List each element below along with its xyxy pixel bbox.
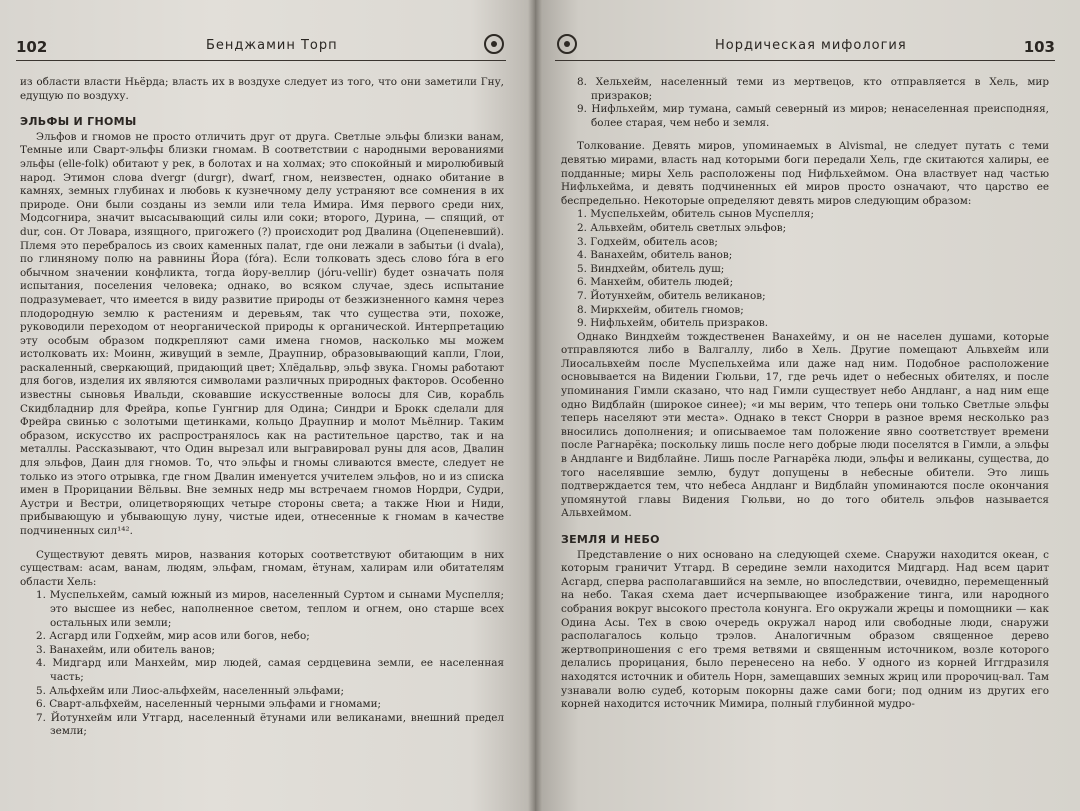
intro-paragraph: из области власти Ньёрда; власть их в воздухе следует из того, что они заметили Гну, едущую по воздуху. (20, 76, 504, 102)
left-page (0, 0, 535, 811)
ornament-emblem-icon (557, 34, 577, 54)
interpretation-paragraph: Толкование. Девять миров, упоминаемых в Alvismal, не следует путать с теми девятью мирами, власть над которыми боги передали Хель, где скитаются халиры, ее подданные; миры Хель расположены под Нифльхеймом. Она властвует над частью Нифльхейма, и девять подчиненных ей миров просто означают, что царство ее беспредельно. Некоторые определяют девять миров следующим образом: (561, 140, 1049, 207)
section-heading-earth-sky: ЗЕМЛЯ И НЕБО (561, 533, 660, 546)
list-item: 9. Нифльхейм, обитель призраков. (577, 317, 769, 330)
vindheim-paragraph: Однако Виндхейм тождественен Ванахейму, и он не населен душами, которые отправляются либо в Валгаллу, либо в Хель. Другие помещают Альвхейм или Лиосальвхейм после Муспельхейма или даже над ним. Подобное расположение основывается на Видении Гюльви, 17, где речь идет о небесных обителях, и после упоминания Гимли сказано, что над Гимли существует небо Андланг, а над ним еще одно Видблайн (широкое синее); «и мы верим, что теперь они только Светлые эльфы теперь населяют эти места». Однако в текст Снорри в разное время несколько раз вносились дополнения; и описываемое там положение явно соответствует времени после Рагнарёка; поскольку лишь после него добрые люди поселятся в Гимли, а эльфы в Андланге и Видблайне. Лишь после Рагнарёка люди, эльфы и великаны, существа, до того населявшие землю, будут допущены в небесные обители. Это лишь подтверждается тем, что небеса Андланг и Видблайн упоминаются после окончания упомянутой главы Видения Гюльви, но до того обитель эльфов называется Альвхеймом. (561, 330, 1049, 520)
list-item: 2. Асгард или Годхейм, мир асов или богов, небо; (36, 630, 310, 643)
list-item: 8. Хельхейм, населенный теми из мертвецов, кто отправляется в Хель, мир призраков; (577, 76, 1049, 102)
worlds-list-continued (561, 76, 1049, 130)
list-item: 7. Йотунхейм, обитель великанов; (577, 289, 766, 302)
list-item: 9. Нифльхейм, мир тумана, самый северный из миров; ненаселенная преисподняя, более старая, чем небо и земля. (577, 103, 1049, 129)
section-heading-elves: ЭЛЬФЫ И ГНОМЫ (20, 115, 137, 129)
list-item: 3. Ванахейм, или обитель ванов; (36, 643, 216, 656)
list-item: 4. Ванахейм, обитель ванов; (577, 249, 733, 262)
list-item: 5. Виндхейм, обитель душ; (577, 262, 725, 275)
list-item: 2. Альвхейм, обитель светлых эльфов; (577, 221, 787, 234)
list-item: 8. Миркхейм, обитель гномов; (577, 303, 744, 316)
right-page (535, 0, 1080, 811)
list-item: 4. Мидгард или Манхейм, мир людей, самая сердцевина земли, ее населенная часть; (36, 657, 504, 683)
left-running-title: Бенджамин Торп (206, 38, 338, 53)
book-gutter (528, 0, 542, 811)
list-item: 6. Сварт-альфхейм, населенный черными эльфами и гномами; (36, 698, 382, 711)
left-page-body (20, 76, 504, 739)
worlds-list (20, 589, 504, 739)
right-running-title: Нордическая мифология (715, 38, 907, 53)
right-page-number: 103 (1023, 38, 1055, 56)
right-page-header (555, 34, 1055, 61)
elves-paragraph: Эльфов и гномов не просто отличить друг от друга. Светлые эльфы близки ванам, Темные или Сварт-эльфы близки гномам. В соответствии с народными верованиями эльфы (elle-folk) обитают у рек, в болотах и на холмах; это спокойный и миролюбивый народ. Этимон слова dvergr (durgr), dwarf, гном, неизвестен, однако обитание в камнях, земных глубинах и любовь к кузнечному делу устраняют все сомнения в их природе. Они были созданы из земли или тела Имира. Имя первого среди них, Модсогнира, значит высасывающий силы или соки; второго, Дурина, — спящий, от dur, сон. От Ловара, изящного, пригожего (?) происходит род Двалина (Оцепеневший). Племя это перебралось из своих каменных палат, где они лежали в забытьи (i dvala), по глиняному полю на равнины Йора (fóra). Если толковать здесь слово fóra в его обычном значении конфликта, тогда йору-веллир (jóru-vellir) будет означать поля испытания, поселения человека; однако, во всяком случае, здесь испытание подразумевает, что имеется в виду развитие природы от безжизненного камня через плодородную землю к растениям и деревьям, так что существа эти, похоже, руководили переходом от неорганической природы к органической. Интерпретацию эту особым образом подкрепляют сами имена гномов, насколько мы можем истолковать их: Моинн, живущий в земле, Драупнир, образовывающий капли, Глои, раскаленный, сверкающий, придающий цвет; Хлёдальвр, эльф звука. Гномы работают для богов, изделия их являются символами различных природных факторов. Особенно известны сыновья Ивальди, сковавшие искусственные волосы для Сив, корабль Скидбладнир для Фрейра, копье Гунгнир для Одина; Синдри и Брокк сделали для Фрейра свинью с золотыми щетинками, кольцо Драупнир и молот Мьёлнир. Таким образом, искусство их распространялось как на растительное царство, так и на металлы. Рассказывают, что Один вырезал или выгравировал руны для асов, Двалин для эльфов, Даин для гномов. То, что эльфы и гномы сливаются вместе, следует не только из этого отрывка, где гном Двалин именуется учителем эльфов, но и из списка имен в Прорицании Вёльвы. Вне земных недр мы встречаем гномов Нордри, Судри, Аустри и Вестри, олицетворяющих четыре стороны света; а также Нюи и Ниди, прибывающую и убывающую луну, чистые идеи, отнесенные к гномам в качестве подчиненных сил¹⁴². (20, 130, 504, 537)
list-item: 1. Муспельхейм, обитель сынов Муспелля; (577, 208, 814, 221)
left-page-header (16, 34, 506, 61)
earth-sky-paragraph: Представление о них основано на следующей схеме. Снаружи находится океан, с которым граничит Утгард. В середине земли находится Мидгард. Над всем царит Асгард, сперва располагавшийся на земле, но впоследствии, очевидно, перемещенный на небо. Такая схема дает исчерпывающее изображение тинга, или народного собрания вокруг высокого престола конунга. Его окружали жрецы и помощники — как Одина Асы. Тех в свою очередь окружал народ или свободные люди, снаружи располагалось кольцо трэлов. Аналогичным образом священное дерево жертвоприношения с его тремя ветвями и священным источником, возле которого делались прорицания, было перенесено на небо. У одного из корней Иггдразиля находятся источник и обитель Норн, замещавших земных жриц или пророчиц-вал. Там узнавали волю судеб, которым покорны даже сами боги; под одним из других его корней находится источник Мимира, полный глубинной мудро- (561, 548, 1049, 711)
list-item: 3. Годхейм, обитель асов; (577, 235, 718, 248)
list-item: 7. Йотунхейм или Утгард, населенный ётунами или великанами, внешний предел земли; (36, 711, 504, 738)
list-item: 1. Муспельхейм, самый южный из миров, населенный Суртом и сынами Муспелля; это высшее из небес, наполненное светом, теплом и огнем, оно старше всех остальных или земли; (36, 589, 504, 629)
nine-worlds-intro: Существуют девять миров, названия которых соответствуют обитающим в них существам: асам, ванам, людям, эльфам, гномам, ётунам, халирам или обитателям области Хель: (20, 548, 504, 588)
list-item: 5. Альфхейм или Лиос-альфхейм, населенный эльфами; (36, 684, 345, 697)
ornament-emblem-icon (484, 34, 504, 54)
abodes-list (561, 208, 1049, 330)
left-page-number: 102 (16, 38, 48, 56)
right-page-body (561, 76, 1049, 712)
list-item: 6. Манхейм, обитель людей; (577, 276, 734, 289)
